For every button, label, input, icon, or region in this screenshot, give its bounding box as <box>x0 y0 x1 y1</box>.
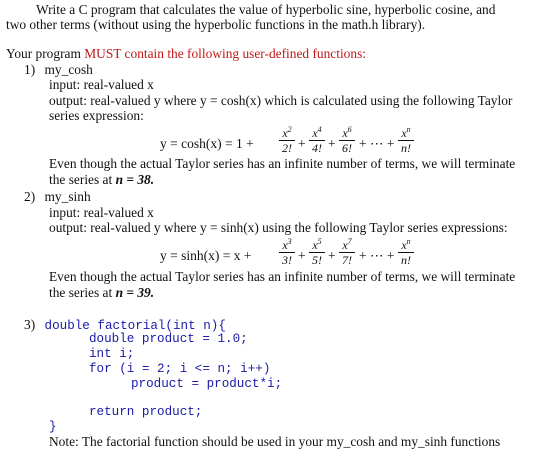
code-line-7: } <box>49 420 57 434</box>
cosh-output-line-1: output: real-valued y where y = cosh(x) which is calculated using the following Taylor <box>49 93 513 108</box>
sinh-note-line-2: the series at n = 39. <box>49 285 155 300</box>
factorial-number: 3) <box>24 317 36 332</box>
code-line-5: product = product*i; <box>131 377 283 391</box>
sinh-plus-2: + <box>328 248 336 263</box>
requirement-prefix: Your program <box>6 46 85 61</box>
sinh-terminate-value: n = 39. <box>115 285 155 300</box>
sinh-input: input: real-valued x <box>49 205 154 220</box>
cosh-formula-lhs: y = cosh(x) = 1 + <box>160 136 254 151</box>
code-line-2: double product = 1.0; <box>89 332 248 346</box>
sinh-heading <box>24 189 91 204</box>
cosh-input: input: real-valued x <box>49 77 154 92</box>
cosh-note-line-1: Even though the actual Taylor series has an infinite number of terms, we will terminate <box>49 156 516 171</box>
sinh-plus-1: + <box>298 248 306 263</box>
sinh-term-2: $\frac{x^5}{5!}$ <box>309 236 325 266</box>
code-line-1: double factorial(int n){ <box>44 319 226 333</box>
cosh-ellipsis: + ⋯ + <box>359 136 395 151</box>
factorial-note: Note: The factorial function should be used in your my_cosh and my_sinh functions <box>49 434 501 449</box>
cosh-term-3: $\frac{x^6}{6!}$ <box>339 124 355 154</box>
intro-line-1: Write a C program that calculates the value of hyperbolic sine, hyperbolic cosine, and <box>36 2 496 17</box>
cosh-term-2: $\frac{x^4}{4!}$ <box>309 124 325 154</box>
sinh-note-line-1: Even though the actual Taylor series has an infinite number of terms, we will terminate <box>49 269 516 284</box>
cosh-note-line-2: the series at n = 38. <box>49 172 155 187</box>
cosh-plus-2: + <box>328 136 336 151</box>
sinh-number: 2) <box>24 189 36 204</box>
sinh-term-n: $\frac{x^n}{n!}$ <box>398 236 414 266</box>
cosh-terminate-value: n = 38. <box>115 172 155 187</box>
sinh-term-1: $\frac{x^3}{3!}$ <box>279 236 295 266</box>
sinh-output-line-1: output: real-valued y where y = sinh(x) using the following Taylor series expressions: <box>49 220 508 235</box>
requirement-line <box>6 46 366 61</box>
requirement-highlight: MUST contain the following user-defined functions: <box>84 46 367 61</box>
sinh-formula-lhs: y = sinh(x) = x + <box>160 248 252 263</box>
sinh-ellipsis: + ⋯ + <box>359 248 395 263</box>
cosh-number: 1) <box>24 62 36 77</box>
code-line-3: int i; <box>89 347 135 361</box>
cosh-term-1: $\frac{x^2}{2!}$ <box>279 124 295 154</box>
cosh-heading <box>24 62 93 77</box>
sinh-function-name: my_sinh <box>44 189 91 204</box>
sinh-term-3: $\frac{x^7}{7!}$ <box>339 236 355 266</box>
cosh-function-name: my_cosh <box>44 62 93 77</box>
cosh-plus-1: + <box>298 136 306 151</box>
intro-line-2: two other terms (without using the hyperbolic functions in the math.h library). <box>6 17 426 32</box>
cosh-term-n: $\frac{x^n}{n!}$ <box>398 124 414 154</box>
cosh-output-line-2: series expression: <box>49 108 144 123</box>
code-line-6: return product; <box>89 405 203 419</box>
code-line-4: for (i = 2; i <= n; i++) <box>89 362 271 376</box>
